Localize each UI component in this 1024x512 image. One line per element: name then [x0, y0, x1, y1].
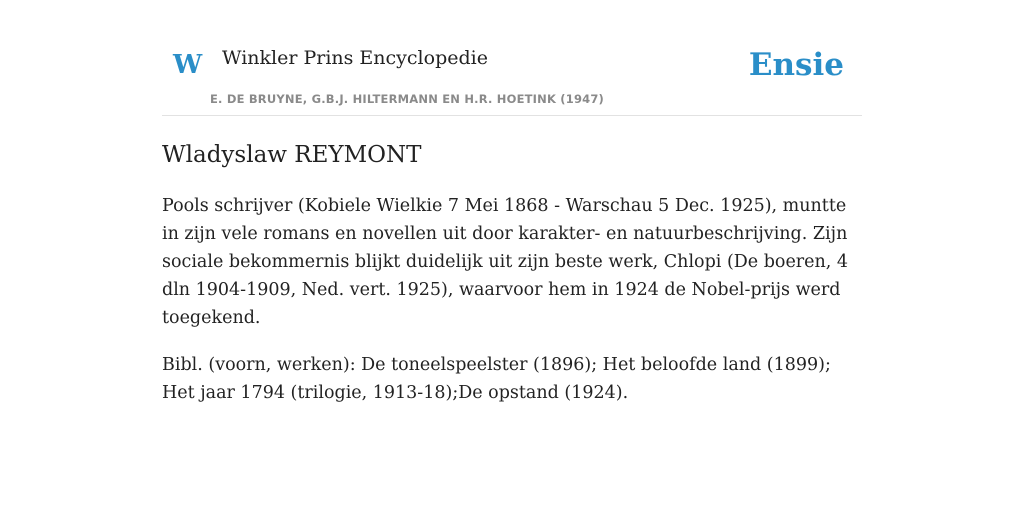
- publication-title[interactable]: Winkler Prins Encyclopedie: [222, 47, 488, 69]
- publication-authors: E. DE BRUYNE, G.B.J. HILTERMANN EN H.R. HOETINK (1947): [210, 92, 605, 106]
- publication-logo[interactable]: W: [173, 50, 203, 80]
- entry-description: Pools schrijver (Kobiele Wielkie 7 Mei 1868 - Warschau 5 Dec. 1925), muntte in zijn vele romans en novellen uit door karakter- en natuurbeschrijving. Zijn sociale bekommernis blijkt duidelijk uit zijn beste werk, Chlopi (De boeren, 4 dln 1904-1909, Ned. vert. 1925), waarvoor hem in 1924 de Nobel-prijs werd toegekend.: [162, 195, 849, 328]
- entry-title: Wladyslaw REYMONT: [162, 142, 422, 168]
- source-header: [162, 40, 862, 116]
- article-page: [162, 40, 862, 407]
- ensie-logo-link[interactable]: Ensie: [748, 47, 844, 83]
- entry-bibliography: Bibl. (voorn, werken): De toneelspeelster (1896); Het beloofde land (1899); Het jaar 1794 (trilogie, 1913-18);De opstand (1924).: [162, 354, 831, 403]
